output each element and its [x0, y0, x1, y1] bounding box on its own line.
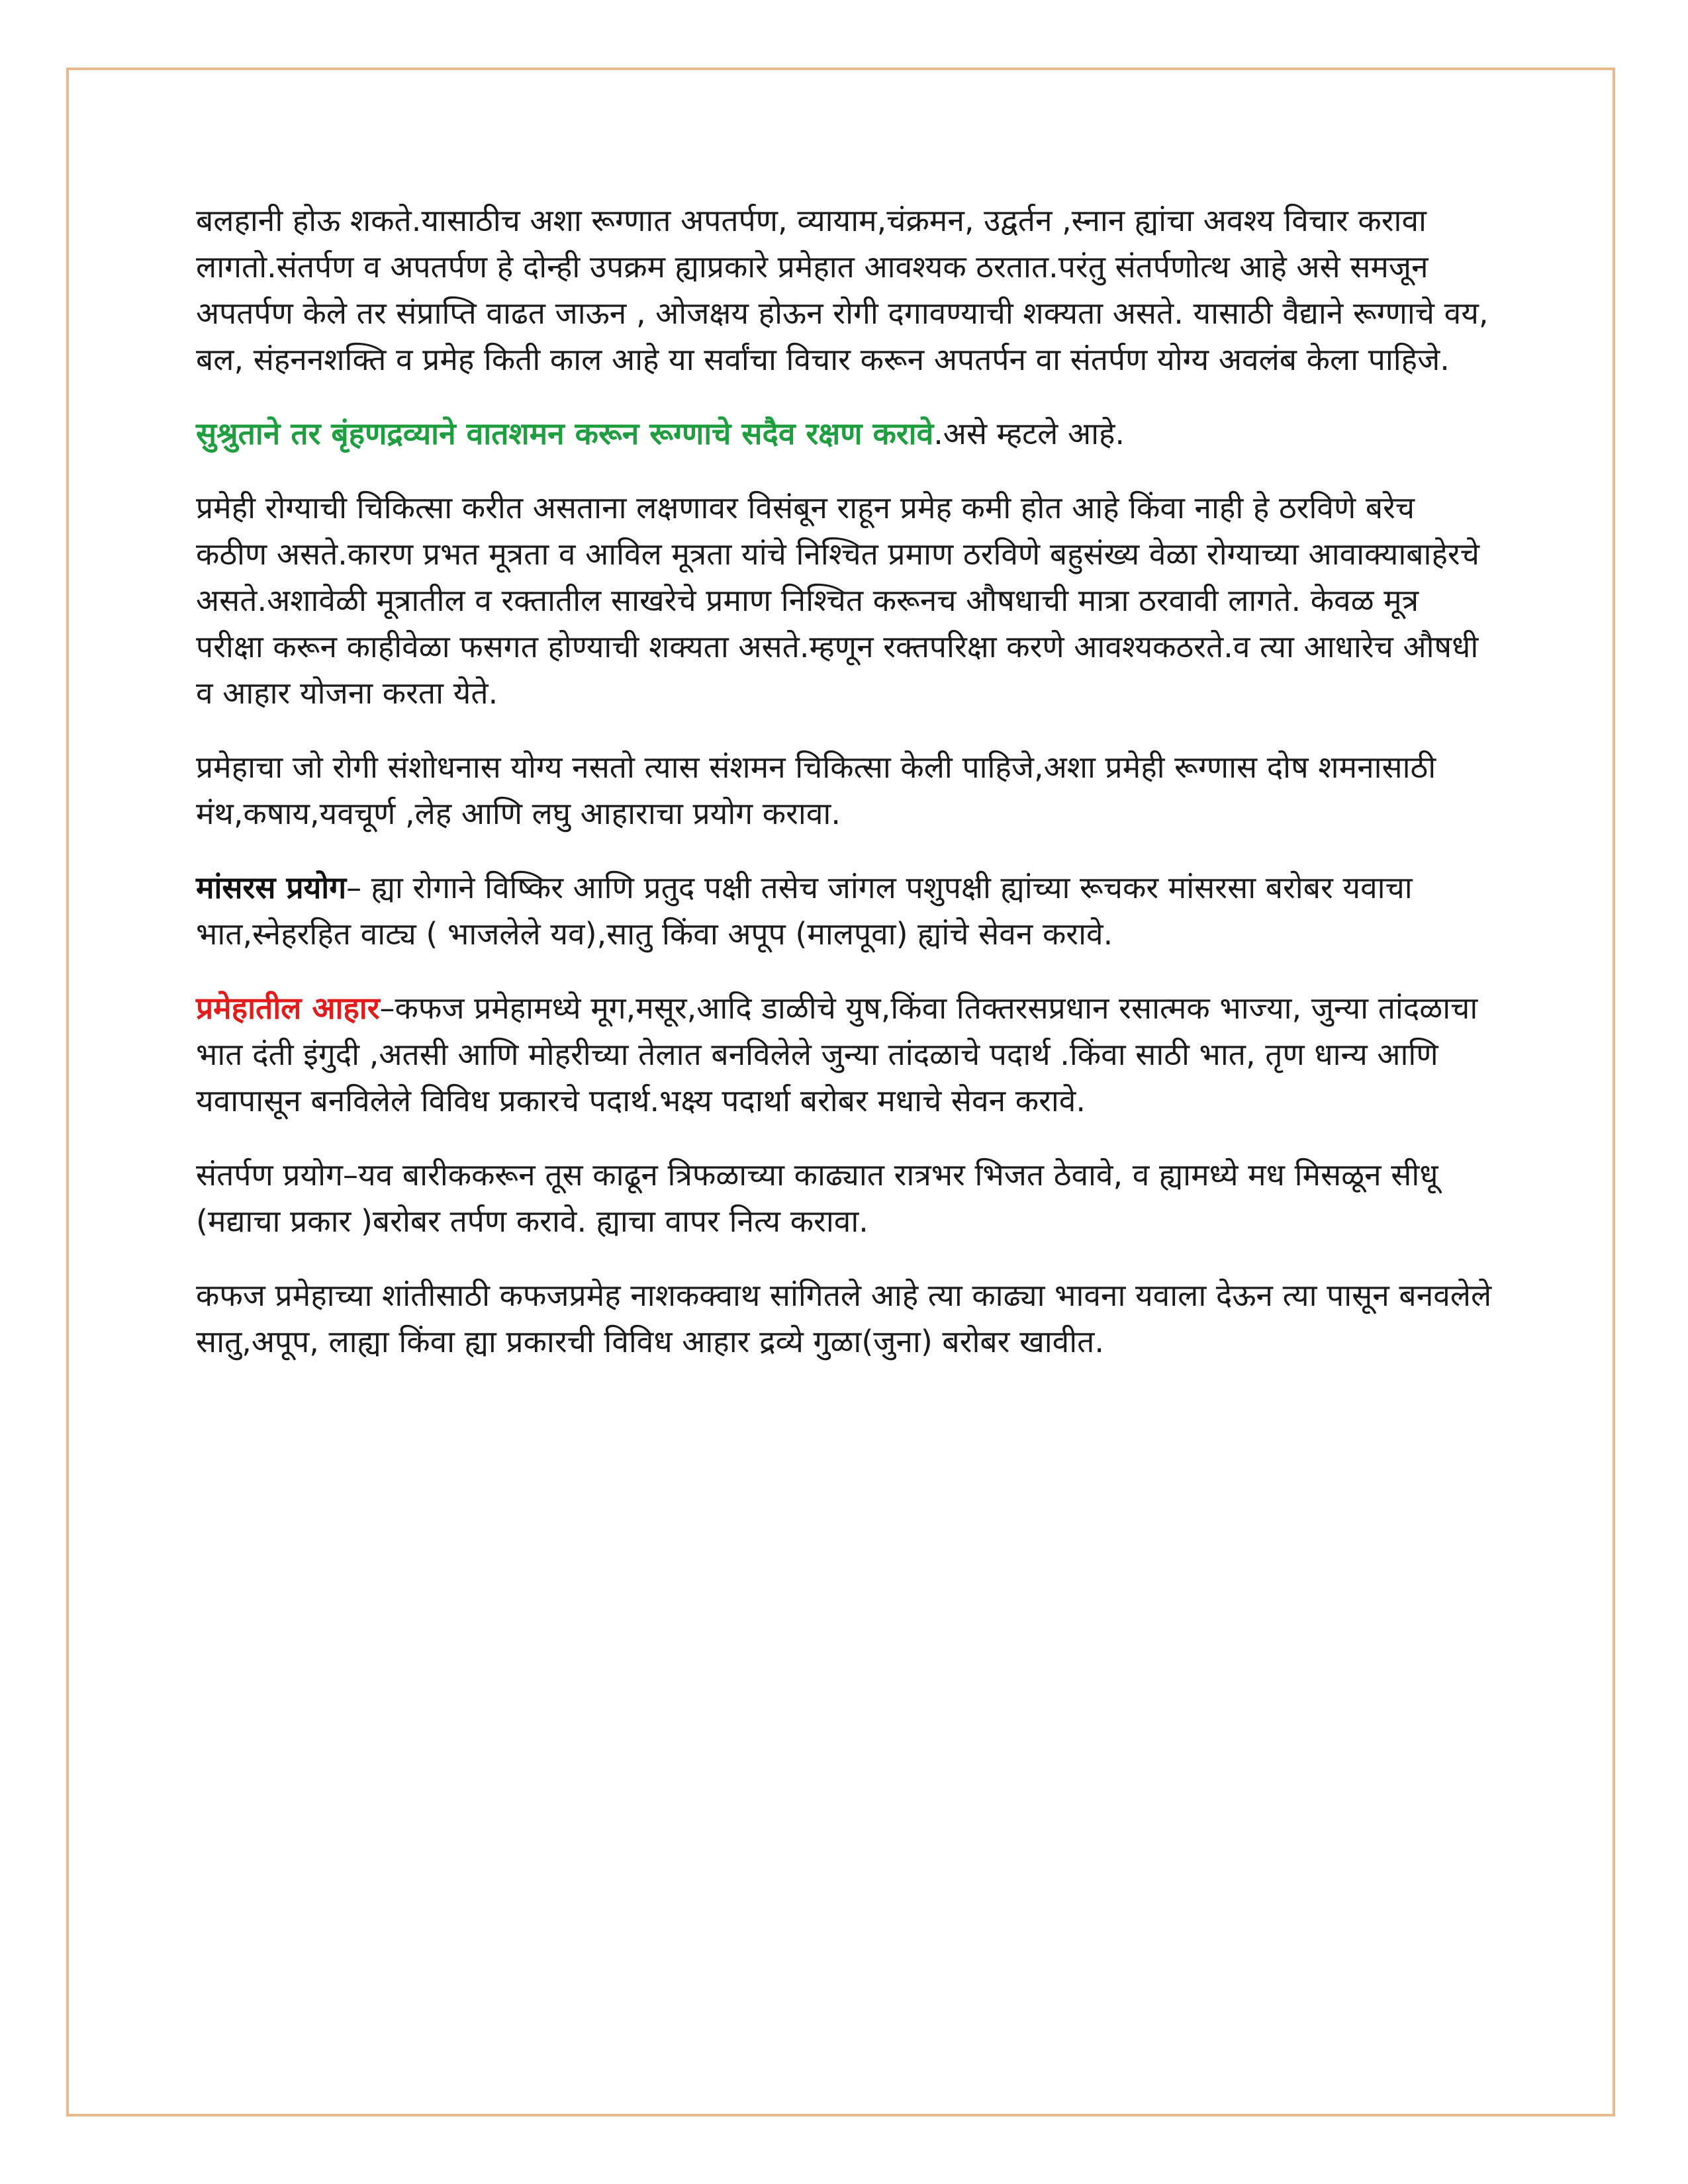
paragraph-6-rest: –कफज प्रमेहामध्ये मूग,मसूर,आदि डाळीचे युष,किंवा तिक्तरसप्रधान रसात्मक भाज्या, जुन्या तांदळाचा भात दंती इंगुदी ,अतसी आणि मोहरीच्या तेलात बनविलेले जुन्या तांदळाचे पदार्थ .किंवा साठी भात, तृण धान्य आणि यवापासून बनविलेले विविध प्रकारचे पदार्थ.भक्ष्य पदार्था बरोबर मधाचे सेवन करावे. — [196, 990, 1478, 1118]
document-body — [196, 197, 1493, 1392]
paragraph-8: कफज प्रमेहाच्या शांतीसाठी कफजप्रमेह नाशकक्वाथ सांगितले आहे त्या काढ्या भावना यवाला देऊन त्या पासून बनवलेले सातु,अपूप, लाह्या किंवा ह्या प्रकारची विविध आहार द्रव्ये गुळा(जुना) बरोबर खावीत. — [196, 1277, 1492, 1359]
highlight-green-text: सुश्रुताने तर बृंहणद्रव्याने वातशमन करून रूग्णाचे सदैव रक्षण करावे — [196, 416, 934, 451]
paragraph-4: प्रमेहाचा जो रोगी संशोधनास योग्य नसतो त्यास संशमन चिकित्सा केली पाहिजे,अशा प्रमेही रूग्णास दोष शमनासाठी मंथ,कषाय,यवचूर्ण ,लेह आणि लघु आहाराचा प्रयोग करावा. — [196, 749, 1436, 831]
paragraph-5 — [196, 864, 1493, 957]
paragraph-7: संतर्पण प्रयोग–यव बारीककरून तूस काढून त्रिफळाच्या काढ्यात रात्रभर भिजत ठेवावे, व ह्यामध्ये मध मिसळून सीधू (मद्याचा प्रकार )बरोबर तर्पण करावे. ह्याचा वापर नित्य करावा. — [196, 1157, 1438, 1239]
paragraph-1: बलहानी होऊ शकते.यासाठीच अशा रूग्णात अपतर्पण, व्यायाम,चंक्रमन, उद्वर्तन ,स्नान ह्यांचा अवश्य विचार करावा लागतो.संतर्पण व अपतर्पण हे दोन्ही उपक्रम ह्याप्रकारे प्रमेहात आवश्यक ठरतात.परंतु संतर्पणोत्थ आहे असे समजून अपतर्पण केले तर संप्राप्ति वाढत जाऊन , ओजक्षय होऊन रोगी दगावण्याची शक्यता असते. यासाठी वैद्याने रूग्णाचे वय, बल, संहननशक्ति व प्रमेह किती काल आहे या सर्वांचा विचार करून अपतर्पन वा संतर्पण योग्य अवलंब केला पाहिजे. — [196, 203, 1489, 377]
paragraph-2 — [196, 410, 1493, 457]
paragraph-3: प्रमेही रोग्याची चिकित्सा करीत असताना लक्षणावर विसंबून राहून प्रमेह कमी होत आहे किंवा नाही हे ठरविणे बरेच कठीण असते.कारण प्रभत मूत्रता व आविल मूत्रता यांचे निश्चित प्रमाण ठरविणे बहुसंख्य वेळा रोग्याच्या आवाक्याबाहेरचे असते.अशावेळी मूत्रातील व रक्तातील साखरेचे प्रमाण निश्चित करूनच औषधाची मात्रा ठरवावी लागते. केवळ मूत्र परीक्षा करून काहीवेळा फसगत होण्याची शक्यता असते.म्हणून रक्तपरिक्षा करणे आवश्यकठरते.व त्या आधारेच औषधी व आहार योजना करता येते. — [196, 490, 1479, 711]
paragraph-5-rest: – ह्या रोगाने विष्किर आणि प्रतुद पक्षी तसेच जांगल पशुपक्षी ह्यांच्या रूचकर मांसरसा बरोबर यवाचा भात,स्नेहरहित वाट्य ( भाजलेले यव),सातु किंवा अपूप (मालपूवा) ह्यांचे सेवन करावे. — [196, 870, 1413, 952]
paragraph-6 — [196, 985, 1493, 1124]
section-heading-mansaras: मांसरस प्रयोग — [196, 870, 347, 905]
section-heading-aahar: प्रमेहातील आहार — [196, 990, 380, 1026]
paragraph-2-rest: .असे म्हटले आहे. — [933, 416, 1125, 451]
